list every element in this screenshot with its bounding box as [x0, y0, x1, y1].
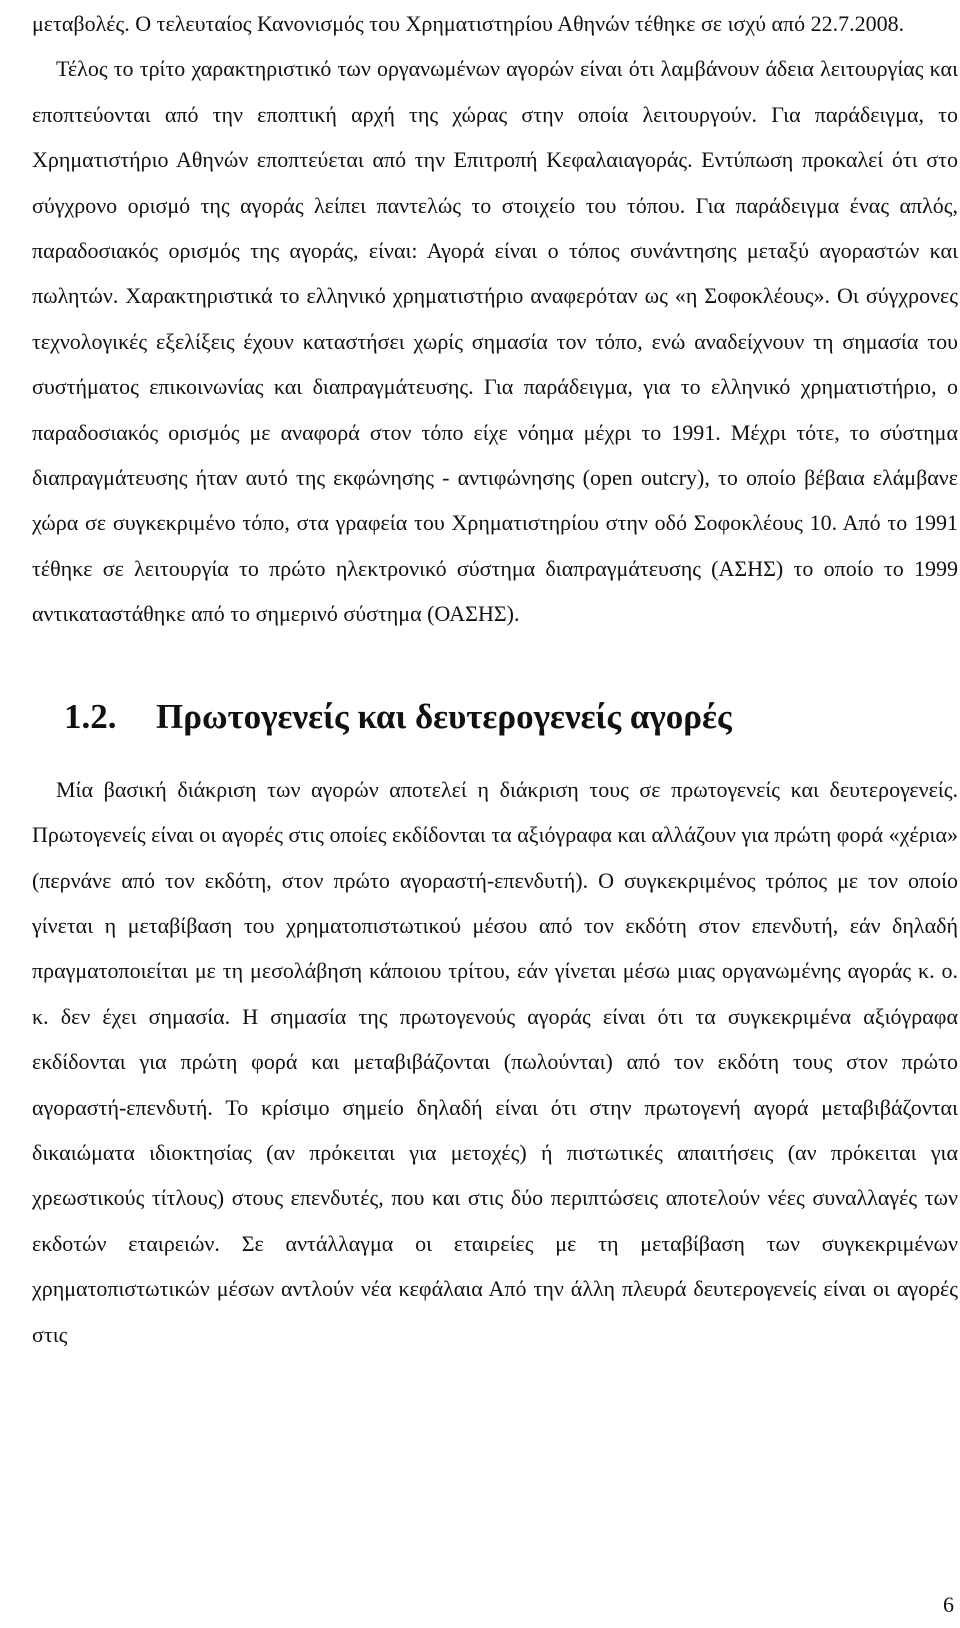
section-heading: [64, 695, 958, 739]
page-number: 6: [943, 1592, 954, 1617]
paragraph-organized-markets: Τέλος το τρίτο χαρακτηριστικό των οργανωμένων αγορών είναι ότι λαμβάνουν άδεια λειτουργίας και εποπτεύονται από την εποπτική αρχή της χώρας στην οποία λειτουργούν. Για παράδειγμα, το Χρηματιστήριο Αθηνών εποπτεύεται από την Επιτροπή Κεφαλαιαγοράς. Εντύπωση προκαλεί ότι στο σύγχρονο ορισμό της αγοράς λείπει παντελώς το στοιχείο του τόπου. Για παράδειγμα ένας απλός, παραδοσιακός ορισμός της αγοράς, είναι: Αγορά είναι ο τόπος συνάντησης μεταξύ αγοραστών και πωλητών. Χαρακτηριστικά το ελληνικό χρηματιστήριο αναφερόταν ως «η Σοφοκλέους». Οι σύγχρονες τεχνολογικές εξελίξεις έχουν καταστήσει χωρίς σημασία τον τόπο, ενώ αναδείχνουν τη σημασία του συστήματος επικοινωνίας και διαπραγμάτευσης. Για παράδειγμα, για το ελληνικό χρηματιστήριο, ο παραδοσιακός ορισμός με αναφορά στον τόπο είχε νόημα μέχρι το 1991. Μέχρι τότε, το σύστημα διαπραγμάτευσης ήταν αυτό της εκφώνησης - αντιφώνησης (open outcry), το οποίο βέβαια ελάμβανε χώρα σε συγκεκριμένο τόπο, στα γραφεία του Χρηματιστηρίου στην οδό Σοφοκλέους 10. Από το 1991 τέθηκε σε λειτουργία το πρώτο ηλεκτρονικό σύστημα διαπραγμάτευσης (ΑΣΗΣ) το οποίο το 1999 αντικαταστάθηκε από το σημερινό σύστημα (ΟΑΣΗΣ).: [32, 56, 958, 627]
paragraph-continuation: μεταβολές. Ο τελευταίος Κανονισμός του Χρηματιστηρίου Αθηνών τέθηκε σε ισχύ από 22.7.2008.: [32, 11, 905, 36]
document-page: [32, 0, 958, 1357]
section-number: 1.2.: [64, 696, 117, 736]
paragraph-primary-secondary-markets: Μία βασική διάκριση των αγορών αποτελεί η διάκριση τους σε πρωτογενείς και δευτερογενείς. Πρωτογενείς είναι οι αγορές στις οποίες εκδίδονται τα αξιόγραφα και αλλάζουν για πρώτη φορά «χέρια» (περνάνε από τον εκδότη, στον πρώτο αγοραστή-επενδυτή). Ο συγκεκριμένος τρόπος με τον οποίο γίνεται η μεταβίβαση του χρηματοπιστωτικού μέσου από τον εκδότη στον επενδυτή, εάν δηλαδή πραγματοποιείται με τη μεσολάβηση κάποιου τρίτου, εάν γίνεται μέσω μιας οργανωμένης αγοράς κ. ο. κ. δεν έχει σημασία. Η σημασία της πρωτογενούς αγοράς είναι ότι τα συγκεκριμένα αξιόγραφα εκδίδονται για πρώτη φορά και μεταβιβάζονται (πωλούνται) από τον εκδότη τους στον πρώτο αγοραστή-επενδυτή. Το κρίσιμο σημείο δηλαδή είναι ότι στην πρωτογενή αγορά μεταβιβάζονται δικαιώματα ιδιοκτησίας (αν πρόκειται για μετοχές) ή πιστωτικές απαιτήσεις (αν πρόκειται για χρεωστικούς τίτλους) στους επενδυτές, που και στις δύο περιπτώσεις αποτελούν νέες συναλλαγές των εκδοτών εταιρειών. Σε αντάλλαγμα οι εταιρείες με τη μεταβίβαση των συγκεκριμένων χρηματοπιστωτικών μέσων αντλούν νέα κεφάλαια Από την άλλη πλευρά δευτερογενείς είναι οι αγορές στις: [32, 776, 958, 1347]
section-title: Πρωτογενείς και δευτερογενείς αγορές: [156, 696, 732, 736]
